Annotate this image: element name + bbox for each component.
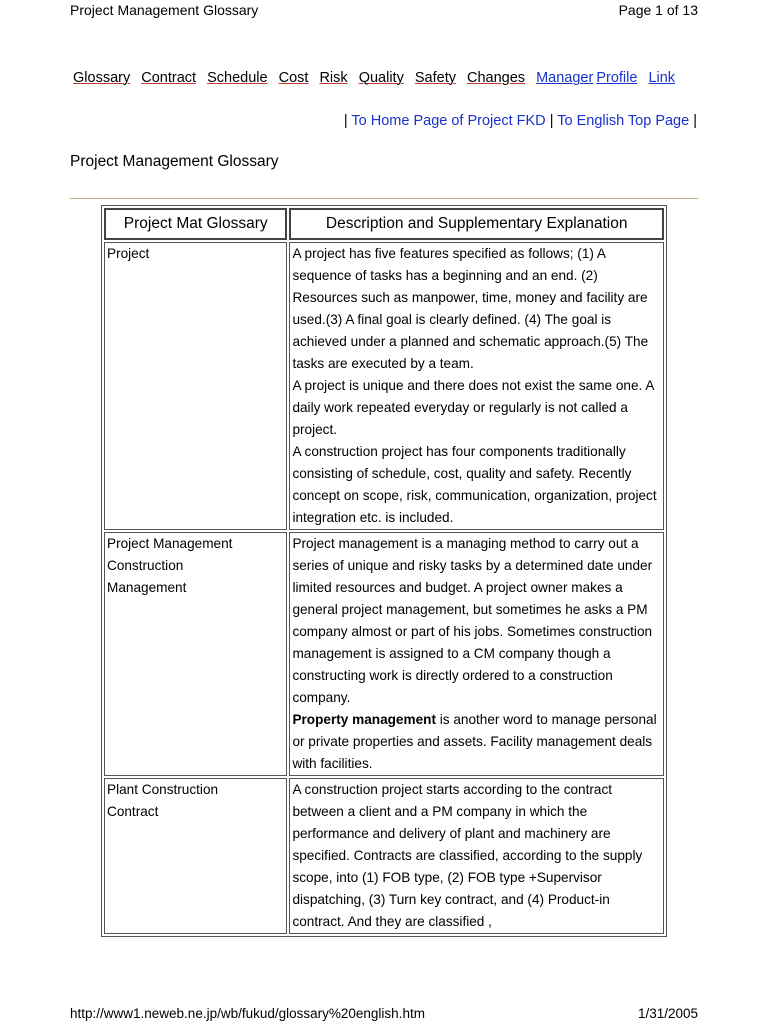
nav-link-safety[interactable]: Safety [414,70,456,86]
term-text: Construction [107,558,184,573]
top-navigation [73,70,682,86]
nav-link-changes[interactable]: Changes [467,70,526,86]
column-header-description: Description and Supplementary Explanation [289,208,664,240]
term-cell [104,532,287,776]
nav-link-schedule[interactable]: Schedule [207,70,268,86]
description-cell [289,778,664,934]
nav-link-link[interactable]: Link [648,70,676,86]
separator: | [343,113,348,129]
english-top-page-link[interactable]: To English Top Page [557,113,690,129]
table-row [104,242,664,530]
footer-date: 1/31/2005 [637,1006,698,1021]
page-title: Project Management Glossary [70,153,279,170]
footer-url: http://www1.neweb.ne.jp/wb/fukud/glossary%20english.htm [70,1006,425,1021]
nav-link-manager[interactable]: Manager [536,70,594,86]
term-text: Plant Construction [107,782,219,797]
nav-link-contract[interactable]: Contract [141,70,197,86]
description-cell [289,242,664,530]
glossary-table [101,205,667,937]
term-text: Management [107,580,187,595]
nav-link-quality[interactable]: Quality [358,70,404,86]
nav-link-glossary[interactable]: Glossary [73,70,131,86]
description-paragraph [292,709,661,775]
document-header-title: Project Management Glossary [70,2,259,18]
description-paragraph: A project is unique and there does not exist the same one. A daily work repeated everyday or regularly is not called a project. [292,378,654,437]
table-row [104,778,664,934]
description-text: is another word to manage personal or private properties and assets. Facility management deals with facilities. [292,712,657,771]
horizontal-divider [70,198,698,199]
term-cell [104,778,287,934]
column-header-term: Project Mat Glossary [104,208,287,240]
description-paragraph: A project has five features specified as follows; (1) A sequence of tasks has a beginning and an end. (2) Resources such as manpower, time, money and facility are used.(3) A final goal is clearly defined. (4) The goal is achieved under a planned and schematic approach.(5) The tasks are executed by a team. [292,246,649,371]
description-paragraph: A construction project starts according to the contract between a client and a PM company in which the performance and delivery of plant and machinery are specified. Contracts are classified, according to the supply scope, into (1) FOB type, (2) FOB type +Supervisor dispatching, (3) Turn key contract, and (4) Product-in contract. And they are classified , [292,782,643,929]
description-paragraph: A construction project has four components traditionally consisting of schedule, cost, quality and safety. Recently concept on scope, risk, communication, organization, project integration etc. is included. [292,444,657,525]
separator: | [549,113,554,129]
nav-link-risk[interactable]: Risk [319,70,348,86]
term-cell [104,242,287,530]
term-text: Project Management [107,536,233,551]
description-cell [289,532,664,776]
nav-link-cost[interactable]: Cost [278,70,309,86]
table-header-row [104,208,664,240]
separator: | [693,113,697,129]
glossary-table-container [101,205,667,975]
home-links [344,113,697,129]
nav-link-profile[interactable]: Profile [596,70,638,86]
bold-term: Property management [292,712,436,727]
description-paragraph: Project management is a managing method to carry out a series of unique and risky tasks by a determined date under limited resources and budget. A project owner makes a general project management, but sometimes he asks a PM company almost or part of his jobs. Sometimes construction management is assigned to a CM company though a constructing work is directly ordered to a construction company. [292,536,653,705]
home-page-link[interactable]: To Home Page of Project FKD [351,113,546,129]
term-text: Project [107,246,150,261]
page-indicator: Page 1 of 13 [618,2,698,18]
table-row [104,532,664,776]
term-text: Contract [107,804,159,819]
